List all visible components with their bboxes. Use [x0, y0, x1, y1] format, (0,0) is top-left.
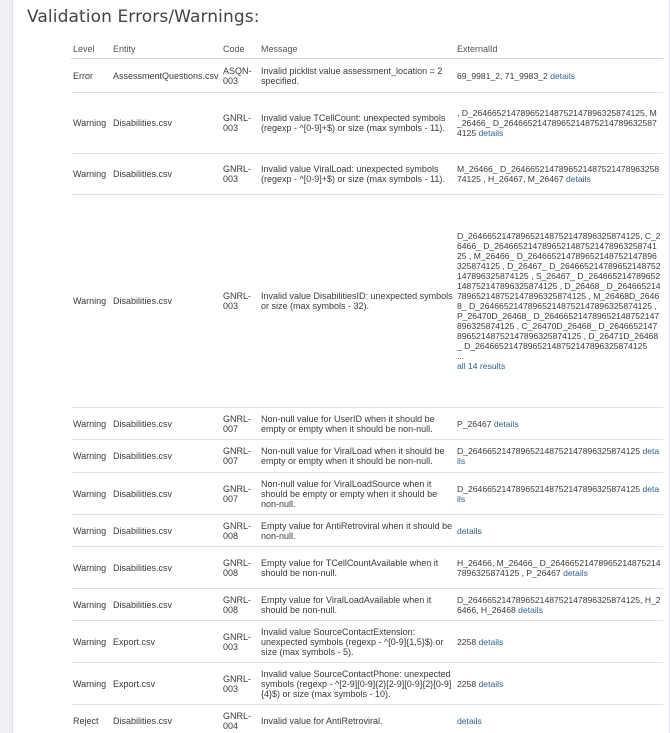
external-id-text: 2258 [457, 636, 477, 647]
details-link[interactable]: details [493, 418, 519, 429]
external-id-text: P_26467 [457, 418, 492, 429]
cell-code: GNRL-007 [221, 408, 259, 440]
cell-level: Warning [71, 663, 111, 705]
cell-message: Invalid value SourceContactPhone: unexpected symbols (regexp - ^[2-9][0-9]{2}[2-9][0-9]{2}[0-9]{4}$) or size (max symbols - 10). [259, 663, 455, 705]
page-title: Validation Errors/Warnings: [27, 7, 260, 27]
ellipsis: ... [457, 351, 465, 361]
table-row [71, 547, 663, 589]
cell-code: GNRL-007 [221, 473, 259, 515]
cell-message: Empty value for ViralLoadAvailable when it should be non-null. [259, 589, 455, 621]
cell-entity: AssessmentQuestions.csv [111, 59, 221, 93]
validation-table [71, 44, 663, 733]
cell-code: GNRL-003 [221, 154, 259, 195]
table-row [71, 93, 663, 154]
cell-level: Warning [71, 440, 111, 473]
cell-entity: Disabilities.csv [111, 440, 221, 473]
cell-code: GNRL-004 [221, 705, 259, 733]
external-id-text: 69_9981_2, 71_9983_2 [457, 70, 548, 81]
cell-level: Reject [71, 705, 111, 733]
cell-external-id [455, 705, 663, 733]
cell-external-id [455, 515, 663, 547]
header-level: Level [71, 44, 111, 59]
cell-message: Invalid value ViralLoad: unexpected symbols (regexp - ^[0-9]+$) or size (max symbols - 11). [259, 154, 455, 195]
cell-message: Empty value for TCellCountAvailable when it should be non-null. [259, 547, 455, 589]
header-external-id: ExternalId [455, 44, 663, 59]
cell-level: Warning [71, 515, 111, 547]
cell-entity: Disabilities.csv [111, 473, 221, 515]
cell-message: Empty value for AntiRetroviral when it should be non-null. [259, 515, 455, 547]
table-row [71, 440, 663, 473]
external-id-text: D_264665214789652148752147896325874125 [457, 446, 641, 456]
external-id-text: , D_264665214789652148752147896325874125, M_26466_ D_264665214789652148752147896325874125 [457, 108, 657, 138]
external-id-text: 2258 [457, 678, 477, 689]
table-row [71, 195, 663, 408]
cell-code: GNRL-008 [221, 589, 259, 621]
details-link[interactable]: details [478, 636, 504, 647]
cell-code: GNRL-003 [221, 195, 259, 408]
cell-level: Warning [71, 547, 111, 589]
cell-entity: Disabilities.csv [111, 154, 221, 195]
cell-external-id [455, 59, 663, 93]
details-link[interactable]: details [457, 483, 660, 504]
table-row [71, 408, 663, 440]
cell-external-id [455, 547, 663, 589]
table-row [71, 621, 663, 663]
cell-level: Warning [71, 93, 111, 154]
cell-code: GNRL-007 [221, 440, 259, 473]
cell-level: Warning [71, 408, 111, 440]
cell-external-id [455, 195, 663, 408]
cell-external-id [455, 621, 663, 663]
cell-level: Warning [71, 154, 111, 195]
cell-entity: Export.csv [111, 621, 221, 663]
cell-code: GNRL-008 [221, 515, 259, 547]
cell-entity: Disabilities.csv [111, 705, 221, 733]
cell-code: GNRL-008 [221, 547, 259, 589]
cell-message: Invalid picklist value assessment_location = 2 specified. [259, 59, 455, 93]
details-link[interactable]: details [565, 174, 591, 184]
cell-entity: Disabilities.csv [111, 515, 221, 547]
details-link[interactable]: all 14 results [457, 361, 506, 371]
external-id-text: D_264665214789652148752147896325874125, C_26466_ D_264665214789652148752147896325874125 , M_26466_ D_264665214789652148752147896325874125 , D_26467_ D_264665214789652148752147896325874125 , S_26467_ D_264665214789652148752147896325874125 , D_26468_ D_264665214789652148752147896325874125 , M_26468D_26468_ D_264665214789652148752147896325874125 , P_26470D_26468_ D_264665214789652148752147896325874125 , C_26470D_26468_ D_264665214789652148752147896325874125 , D_26471D_26468_ D_264665214789652148752147896325874125 [457, 231, 661, 351]
cell-level: Error [71, 59, 111, 93]
details-link[interactable]: details [457, 715, 482, 726]
table-row [71, 589, 663, 621]
cell-entity: Export.csv [111, 663, 221, 705]
cell-entity: Disabilities.csv [111, 408, 221, 440]
header-message: Message [259, 44, 455, 59]
external-id-text: M_26466_ D_264665214789652148752147896325874125 , H_26467, M_26467 [457, 164, 660, 184]
cell-entity: Disabilities.csv [111, 589, 221, 621]
details-link[interactable]: details [478, 128, 504, 138]
external-id-text: H_26466, M_26466_ D_264665214789652148752147896325874125 , P_26467 [457, 557, 661, 578]
cell-level: Warning [71, 195, 111, 408]
table-row [71, 515, 663, 547]
cell-external-id [455, 93, 663, 154]
header-code: Code [221, 44, 259, 59]
table-body [71, 59, 663, 733]
cell-code: GNRL-003 [221, 621, 259, 663]
cell-level: Warning [71, 621, 111, 663]
cell-message: Non-null value for UserID when it should be empty or empty when it should be non-null. [259, 408, 455, 440]
cell-code: GNRL-003 [221, 663, 259, 705]
cell-level: Warning [71, 473, 111, 515]
validation-panel [12, 0, 670, 733]
cell-message: Invalid value SourceContactExtension: unexpected symbols (regexp - ^[0-9]{1,5}$) or size (max symbols - 5). [259, 621, 455, 663]
cell-external-id [455, 663, 663, 705]
cell-code: ASQN-003 [221, 59, 259, 93]
cell-entity: Disabilities.csv [111, 195, 221, 408]
cell-level: Warning [71, 589, 111, 621]
cell-external-id [455, 473, 663, 515]
details-link[interactable]: details [518, 604, 544, 615]
details-link[interactable]: details [550, 70, 576, 81]
cell-external-id [455, 154, 663, 195]
details-link[interactable]: details [457, 446, 660, 466]
cell-message: Invalid value DisabilitiesID: unexpected symbols or size (max symbols - 32). [259, 195, 455, 408]
cell-code: GNRL-003 [221, 93, 259, 154]
cell-external-id [455, 589, 663, 621]
table-row [71, 663, 663, 705]
details-link[interactable]: details [563, 567, 588, 578]
external-id-text: D_264665214789652148752147896325874125, H_26466, H_26468 [457, 594, 661, 615]
details-link[interactable]: details [457, 525, 482, 536]
cell-entity: Disabilities.csv [111, 547, 221, 589]
cell-message: Invalid value for AntiRetroviral. [259, 705, 455, 733]
cell-external-id [455, 440, 663, 473]
cell-message: Invalid value TCellCount: unexpected symbols (regexp - ^[0-9]+$) or size (max symbols - 11). [259, 93, 455, 154]
table-header-row [71, 44, 663, 59]
table-row [71, 59, 663, 93]
table-row [71, 154, 663, 195]
cell-message: Non-null value for ViralLoad when it should be empty or empty when it should be non-null. [259, 440, 455, 473]
header-entity: Entity [111, 44, 221, 59]
table-row [71, 705, 663, 733]
cell-entity: Disabilities.csv [111, 93, 221, 154]
details-link[interactable]: details [478, 678, 504, 689]
external-id-text: D_264665214789652148752147896325874125 [457, 483, 641, 494]
cell-message: Non-null value for ViralLoadSource when it should be empty or empty when it should be non-null. [259, 473, 455, 515]
cell-external-id [455, 408, 663, 440]
table-row [71, 473, 663, 515]
